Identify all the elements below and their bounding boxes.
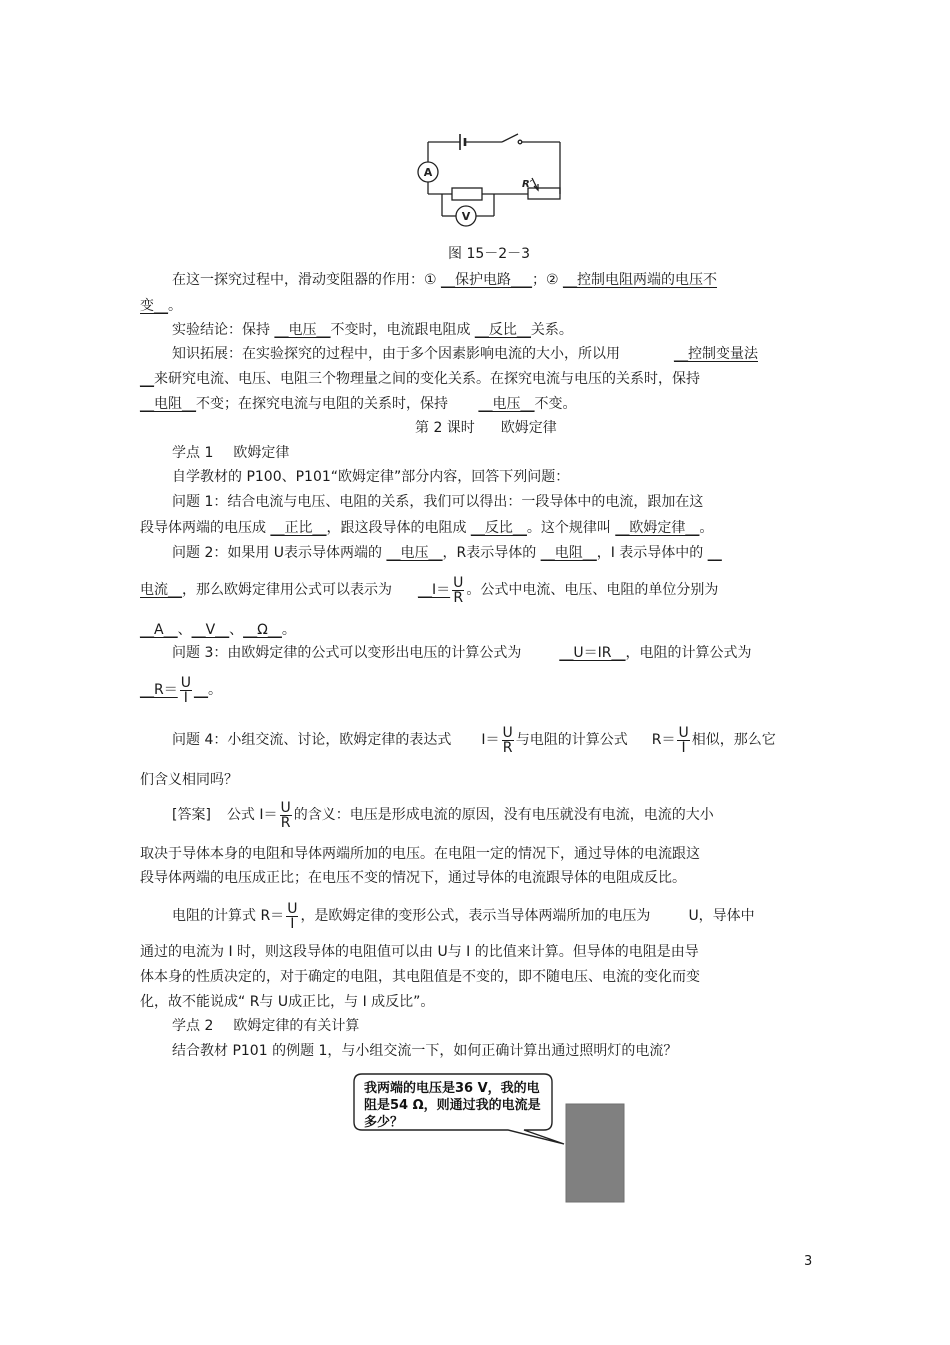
subsection-heading: 学点 2 欧姆定律的有关计算	[172, 1018, 360, 1034]
bubble-line: 阻是54 Ω，则通过我的电流是	[364, 1098, 541, 1113]
answer-line: [答案] 公式 I＝ $\frac{U}{R}$ 的含义：电压是形成电流的原因，没有电压就没有电流，电流的大小	[172, 799, 714, 831]
formula-fraction: $\frac{U}{R}$	[280, 799, 291, 831]
ammeter-label: A	[423, 166, 433, 179]
text-line: __来研究电流、电压、电阻三个物理量之间的变化关系。在探究电流与电压的关系时，保持	[140, 371, 700, 387]
text-line: __A__、__V__、__Ω__。	[140, 622, 296, 638]
formula-fraction: $\frac{U}{R}$	[502, 724, 513, 756]
text-line: 问题 1：结合电流与电压、电阻的关系，我们可以得出：一段导体中的电流，跟加在这	[172, 494, 704, 510]
circuit-diagram	[410, 128, 570, 230]
text-line: __电阻__不变；在探究电流与电阻的关系时，保持 __电压__不变。	[140, 396, 577, 412]
text-line: 段导体两端的电压成 __正比__，跟这段导体的电阻成 __反比__。这个规律叫 __欧姆定律__。	[140, 520, 714, 536]
formula-fraction: $\frac{U}{I}$	[287, 900, 298, 932]
voltmeter-label: V	[461, 210, 471, 223]
text-line: 们含义相同吗？	[140, 772, 238, 788]
page-number: 3	[804, 1254, 813, 1269]
rheostat-symbol	[528, 188, 560, 199]
section-heading: 第 2 课时 欧姆定律	[415, 420, 557, 436]
rheostat-label: R′	[522, 179, 533, 190]
text-line: 自学教材的 P100、P101“欧姆定律”部分内容，回答下列问题：	[172, 469, 570, 485]
text-line: __R＝ $\frac{U}{I}$ __。	[140, 674, 222, 706]
subsection-heading: 学点 1 欧姆定律	[172, 445, 290, 461]
formula-fraction: $\frac{U}{R}$	[453, 574, 464, 606]
text-line: 电阻的计算式 R＝ $\frac{U}{I}$ ，是欧姆定律的变形公式，表示当导体两端所加的电压为 U，导体中	[172, 900, 755, 932]
text-line: 知识拓展：在实验探究的过程中，由于多个因素影响电流的大小，所以用 __控制变量法	[172, 346, 758, 362]
text-line: 变__。	[140, 298, 182, 314]
lamp-illustration	[348, 1070, 630, 1206]
text-line: 体本身的性质决定的，对于确定的电阻，其电阻值是不变的，即不随电压、电流的变化而变	[140, 969, 700, 985]
text-line: 段导体两端的电压成正比；在电压不变的情况下，通过导体的电流跟导体的电阻成反比。	[140, 870, 686, 886]
bubble-line: 我两端的电压是36 V，我的电	[364, 1081, 540, 1096]
text-line: 实验结论：保持 __电压__不变时，电流跟电阻成 __反比__关系。	[172, 322, 573, 338]
formula-fraction: $\frac{U}{I}$	[678, 724, 689, 756]
lamp-body	[566, 1104, 624, 1202]
text-line: 问题 3：由欧姆定律的公式可以变形出电压的计算公式为 __U＝IR__，电阻的计算公式为	[172, 645, 752, 661]
text-line: 化，故不能说成“ R与 U成正比，与 I 成反比”。	[140, 994, 435, 1010]
text-line: 通过的电流为 I 时，则这段导体的电阻值可以由 U与 I 的比值来计算。但导体的电阻是由导	[140, 944, 699, 960]
text-line: 问题 2：如果用 U表示导体两端的 __电压__，R表示导体的 __电阻__，I 表示导体中的 __	[172, 545, 722, 561]
text-line: 取决于导体本身的电阻和导体两端所加的电压。在电阻一定的情况下，通过导体的电流跟这	[140, 846, 700, 862]
text-line: 结合教材 P101 的例题 1，与小组交流一下，如何正确计算出通过照明灯的电流？	[172, 1043, 678, 1059]
bubble-line: 多少？	[364, 1115, 404, 1130]
text-line: 在这一探究过程中，滑动变阻器的作用：① __保护电路___；② __控制电阻两端的电压不	[172, 272, 718, 288]
figure-caption: 图 15－2－3	[448, 246, 531, 262]
formula-fraction: $\frac{U}{I}$	[180, 674, 191, 706]
text-line: 问题 4：小组交流、讨论，欧姆定律的表达式 I＝ $\frac{U}{R}$ 与电阻的计算公式 R＝ $\frac{U}{I}$ 相似，那么它	[172, 724, 776, 756]
text-line: 电流__，那么欧姆定律用公式可以表示为 __I＝ $\frac{U}{R}$ 。公式中电流、电压、电阻的单位分别为	[140, 574, 719, 606]
resistor-symbol	[452, 188, 482, 200]
